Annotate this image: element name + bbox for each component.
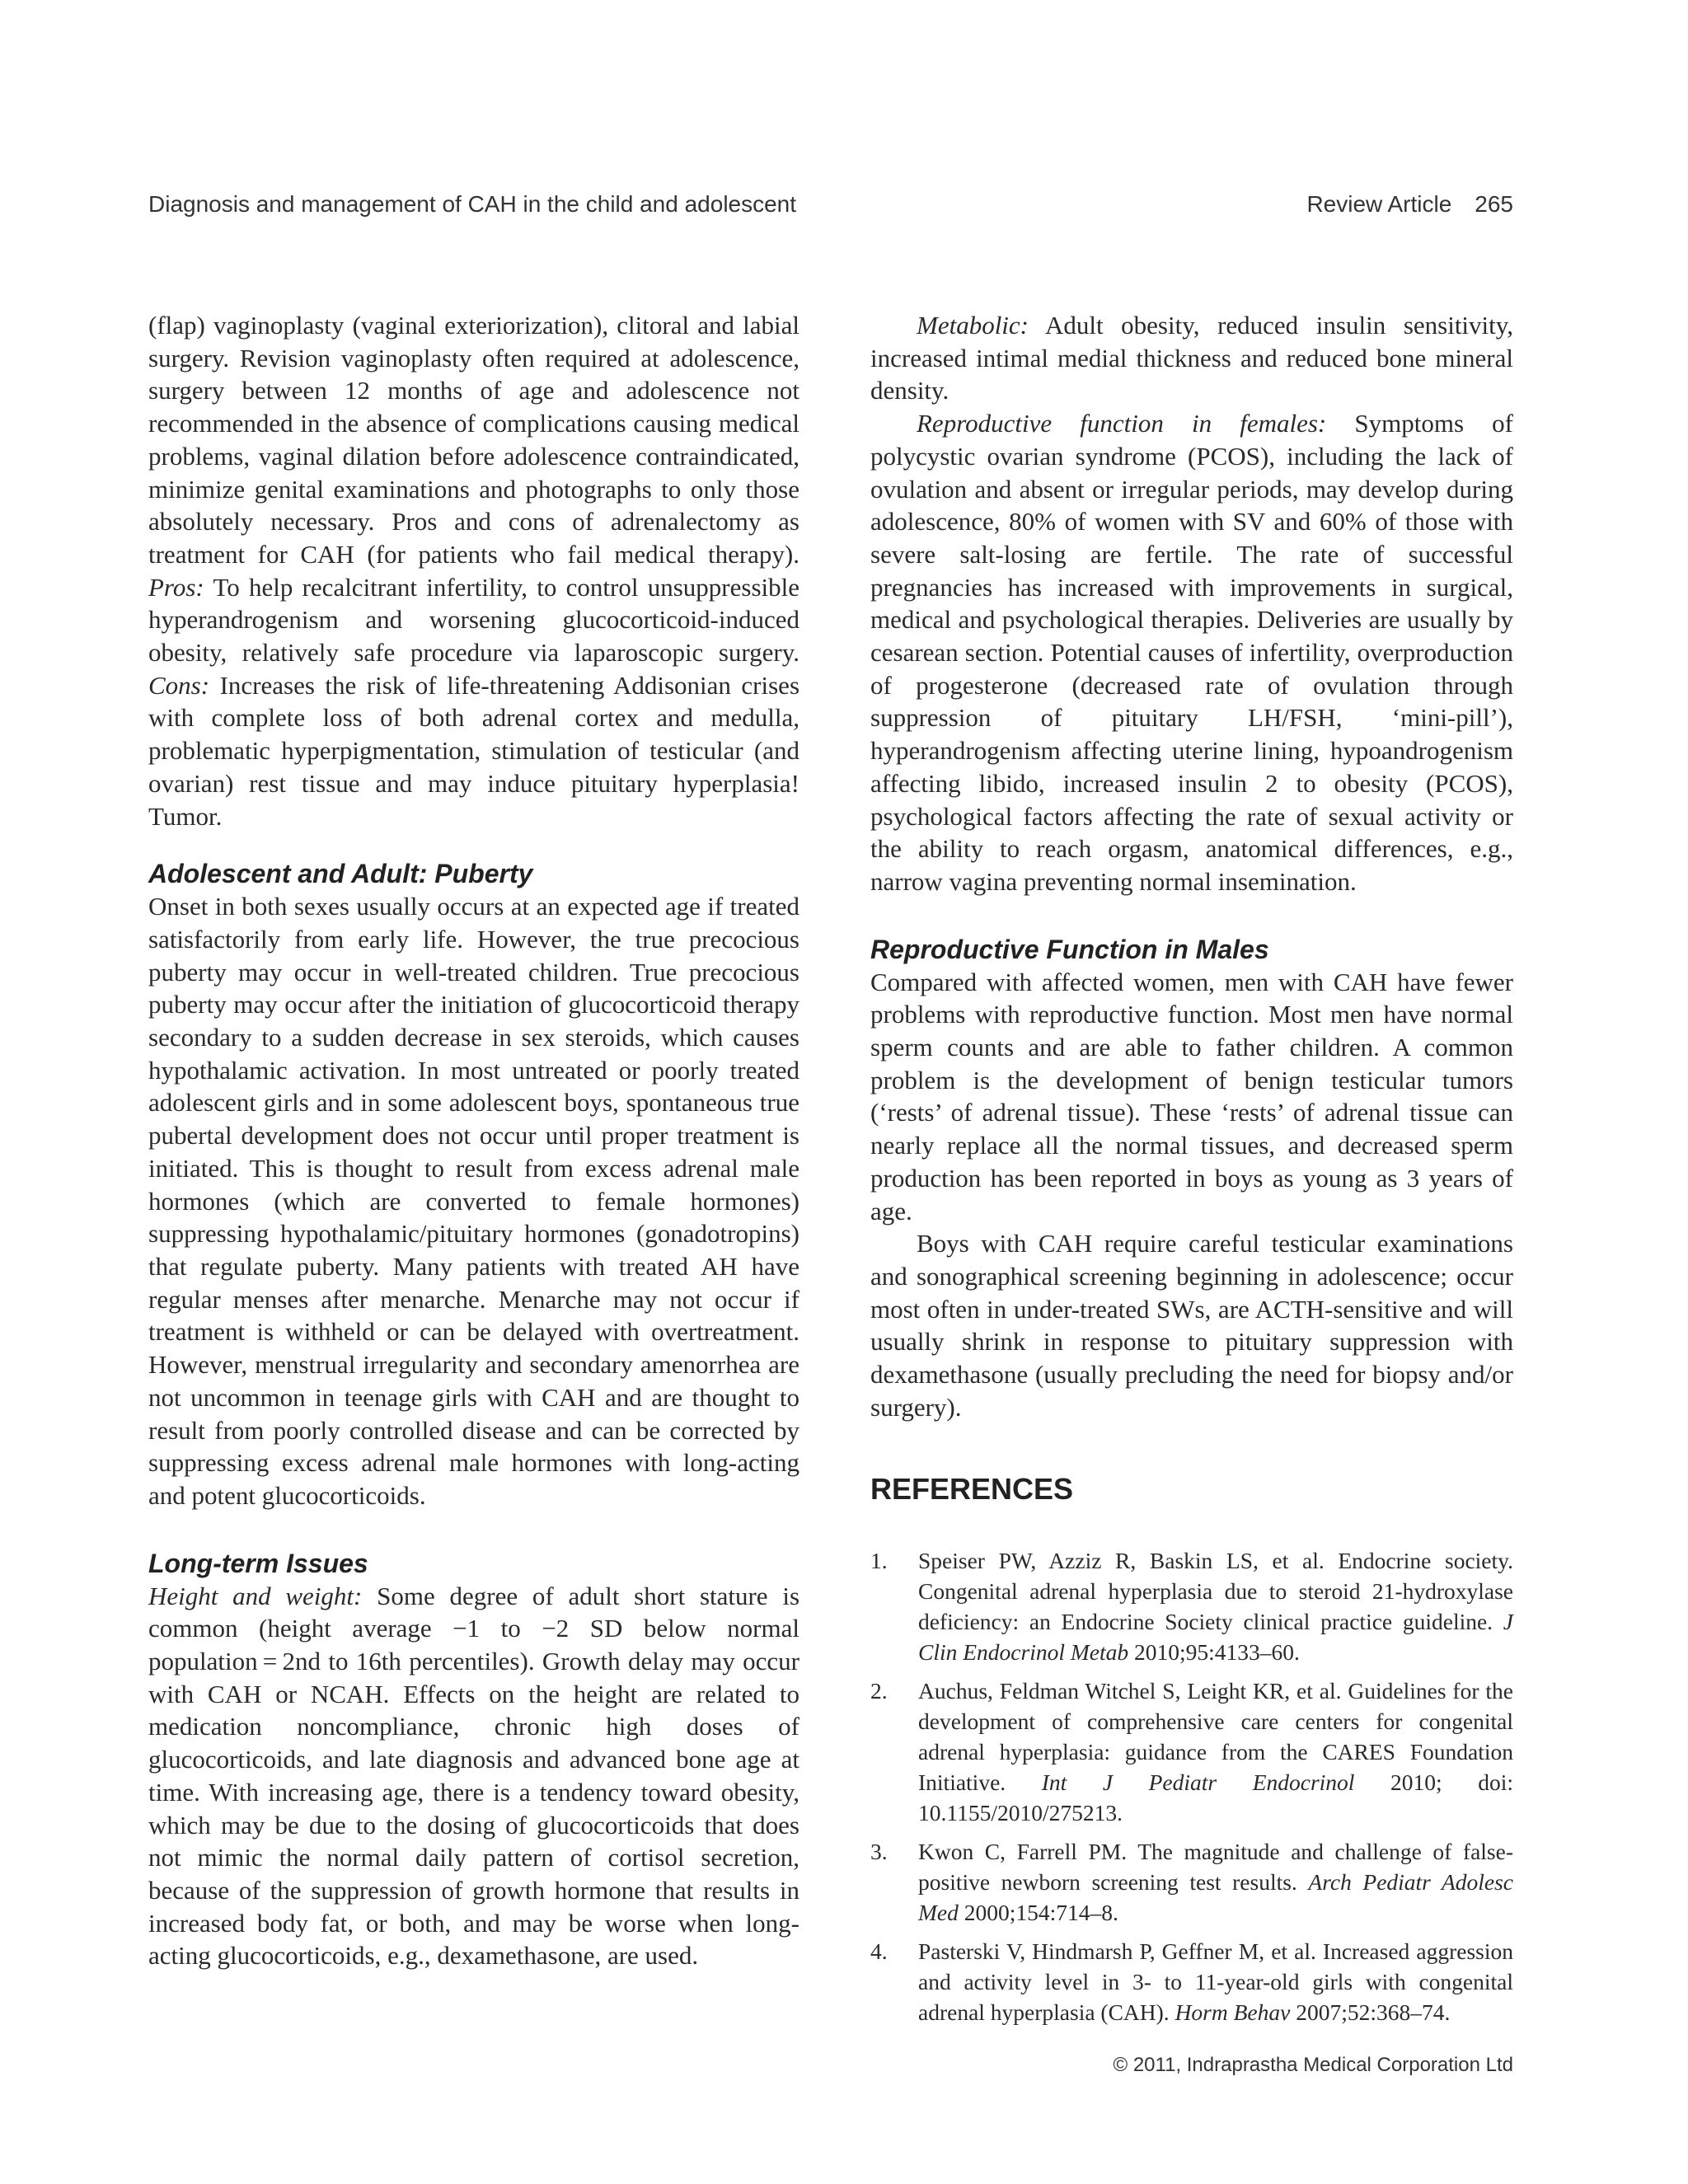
heading-puberty: Adolescent and Adult: Puberty — [148, 859, 533, 889]
left-column — [148, 309, 799, 1972]
reference-item: 4. Pasterski V, Hindmarsh P, Geffner M, et al. Increased aggression and activity level in 3- to 11-year-old girls with congenital adrenal hyperplasia (CAH). Horm Behav 2007;52:368–74. — [870, 1938, 1513, 2025]
paragraph-puberty: Onset in both sexes usually occurs at an expected age if treated satisfactorily from early life. However, the true precocious puberty may occur in well-treated children. True precocious puberty may occur after the initiation of glucocorticoid therapy secondary to a sudden decrease in sex steroids, which causes hypothalamic activation. In most untreated or poorly treated adolescent girls and in some adolescent boys, spontaneous true pubertal development does not occur until proper treatment is initiated. This is thought to result from excess adrenal male hormones (which are converted to female hormones) suppressing hypothalamic/pituitary hormones (gonadotropins) that regulate puberty. Many patients with treated AH have regular menses after menarche. Menarche may not occur if treatment is withheld or can be delayed with overtreatment. However, menstrual irregularity and secondary amenorrhea are not uncommon in teenage girls with CAH and are thought to result from poorly controlled disease and can be corrected by suppressing excess adrenal male hormones with long-acting and potent glucocorticoids. — [148, 892, 799, 1510]
header-right — [1306, 191, 1513, 218]
paragraph-repro-males-2: Boys with CAH require careful testicular examinations and sonographical screening beginning in adolescence; occur most often in under-treated SWs, are ACTH-sensitive and will usually shrink in response to pituitary suppression with dexamethasone (usually precluding the need for biopsy and/or surgery). — [870, 1229, 1513, 1422]
reference-item: 3. Kwon C, Farrell PM. The magnitude and challenge of false-positive newborn screening test results. Arch Pediatr Adolesc Med 2000;154:714–8. — [870, 1839, 1514, 1925]
paragraph-height: Height and weight: Some degree of adult short stature is common (height average −1 to −2 SD below normal population = 2nd to 16th percentiles). Growth delay may occur with CAH or NCAH. Effects on the height are related to medication noncompliance, chronic high doses of glucocorticoids, and late diagnosis and advanced bone age at time. With increasing age, there is a tendency toward obesity, which may be due to the dosing of glucocorticoids that does not mimic the normal daily pattern of cortisol secretion, because of the suppression of growth hormone that results in increased body fat, or both, and may be worse when long-acting glucocorticoids, e.g., dexamethasone, are used. — [148, 1581, 800, 1971]
right-column — [870, 309, 1513, 1424]
references-heading: REFERENCES — [870, 1472, 1074, 1506]
running-header — [148, 191, 1513, 224]
cons-label: Cons: — [148, 670, 210, 700]
paragraph-surgery: (flap) vaginoplasty (vaginal exteriorization), clitoral and labial surgery. Revision vaginoplasty often required at adolescence, surgery between 12 months of age and adolescence not recommended in the absence of complications causing medical problems, vaginal dilation before adolescence contraindicated, minimize genital examinations and photographs to only those absolutely necessary. Pros and cons of adrenalectomy as treatment for CAH (for patients who fail medical therapy). Pros: To help recalcitrant infertility, to control unsuppressible hyperandrogenism and worsening glucocorticoid-induced obesity, relatively safe procedure via laparoscopic surgery. Cons: Increases the risk of life-threatening Addisonian crises with complete loss of both adrenal cortex and medulla, problematic hyperpigmentation, stimulation of testicular (and ovarian) rest tissue and may induce pituitary hyperplasia! Tumor. — [148, 311, 800, 831]
references-list — [870, 1545, 1513, 2036]
heading-repro-males: Reproductive Function in Males — [870, 934, 1269, 964]
heading-longterm: Long-term Issues — [148, 1548, 368, 1578]
copyright-footer: © 2011, Indraprastha Medical Corporation Ltd — [1113, 2054, 1513, 2076]
page-number: 265 — [1475, 191, 1513, 217]
section-label: Review Article — [1306, 191, 1452, 217]
pros-label: Pros: — [148, 572, 204, 602]
paragraph-repro-males-1: Compared with affected women, men with CAH have fewer problems with reproductive function. Most men have normal sperm counts and are able to father children. A common problem is the development of benign testicular tumors (‘rests’ of adrenal tissue). These ‘rests’ of adrenal tissue can nearly replace all the normal tissues, and decreased sperm production has been reported in boys as young as 3 years of age. — [870, 967, 1513, 1226]
height-label: Height and weight: — [148, 1581, 363, 1610]
paragraph-metabolic: Metabolic: Adult obesity, reduced insulin sensitivity, increased intimal medial thickness and reduced bone mineral density. — [870, 311, 1514, 405]
reference-item: 1. Speiser PW, Azziz R, Baskin LS, et al. Endocrine society. Congenital adrenal hyperplasia due to steroid 21-hydroxylase deficiency: an Endocrine Society clinical practice guideline. J Clin Endocrinol Metab 2010;95:4133–60. — [870, 1548, 1513, 1665]
reference-item: 2. Auchus, Feldman Witchel S, Leight KR, et al. Guidelines for the development of comprehensive care centers for congenital adrenal hyperplasia: guidance from the CARES Foundation Initiative. Int J Pediatr Endocrinol 2010; doi: 10.1155/2010/275213. — [870, 1678, 1514, 1825]
paragraph-repro-females: Reproductive function in females: Symptoms of polycystic ovarian syndrome (PCOS), including the lack of ovulation and absent or irregular periods, may develop during adolescence, 80% of women with SV and 60% of those with severe salt-losing are fertile. The rate of successful pregnancies has increased with improvements in surgical, medical and psychological therapies. Deliveries are usually by cesarean section. Potential causes of infertility, overproduction of progesterone (decreased rate of ovulation through suppression of pituitary LH/FSH, ‘mini-pill’), hyperandrogenism affecting uterine lining, hypoandrogenism affecting libido, increased insulin 2 to obesity (PCOS), psychological factors affecting the rate of sexual activity or the ability to reach orgasm, anatomical differences, e.g., narrow vagina preventing normal insemination. — [870, 409, 1514, 896]
running-title: Diagnosis and management of CAH in the child and adolescent — [148, 191, 797, 217]
